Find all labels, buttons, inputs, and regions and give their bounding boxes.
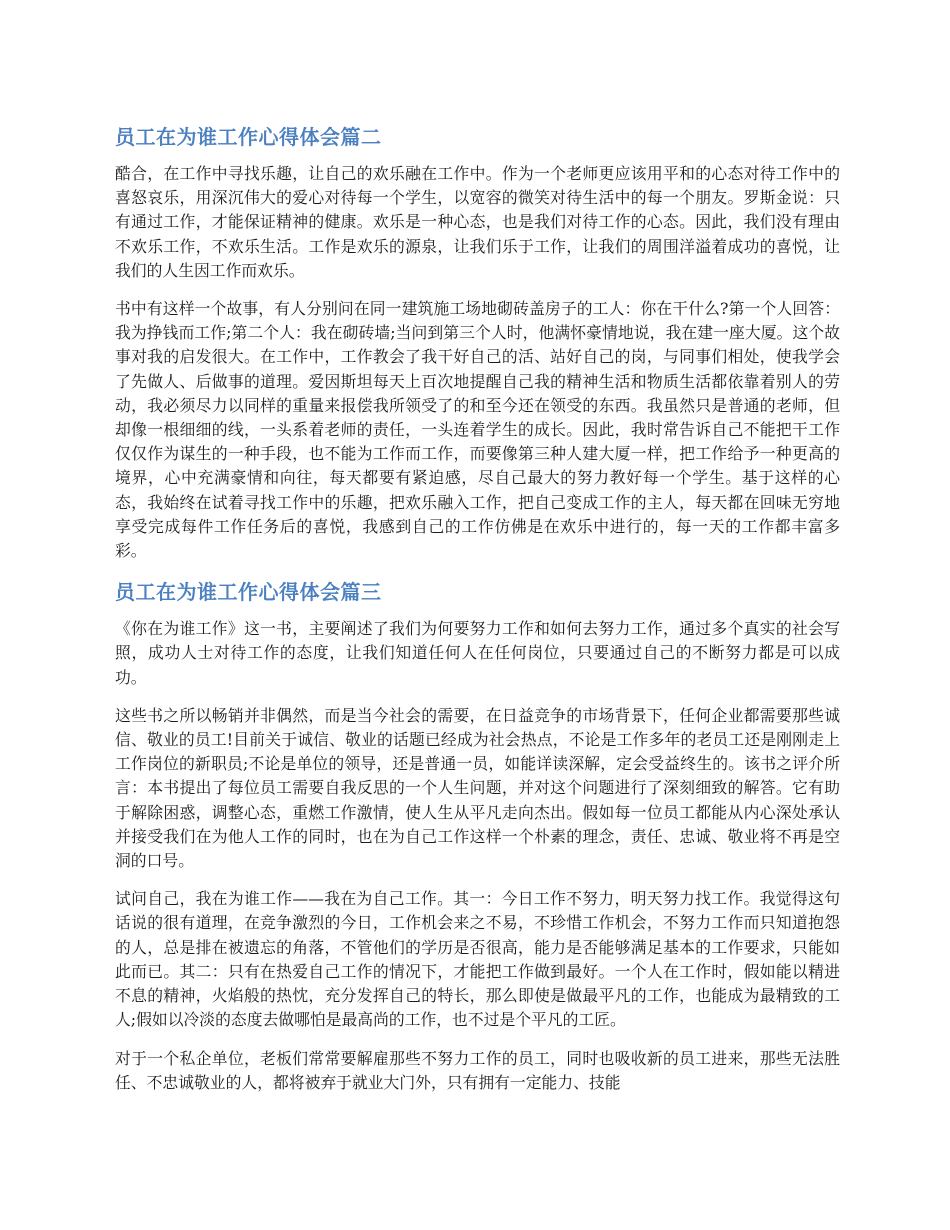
paragraph: 对于一个私企单位，老板们常常要解雇那些不努力工作的员工，同时也吸收新的员工进来，那些无法胜任、不忠诚敬业的人，都将被弃于就业大门外，只有拥有一定能力、技能 [115,1048,840,1092]
paragraph: 试问自己，我在为谁工作——我在为自己工作。其一：今日工作不努力，明天努力找工作。我觉得这句话说的很有道理，在竞争激烈的今日，工作机会来之不易，不珍惜工作机会，不努力工作而只知道抱怨的人，总是排在被遗忘的角落，不管他们的学历是否很高，能力是否能够满足基本的工作要求，只能如此而已。其二：只有在热爱自己工作的情况下，才能把工作做到最好。一个人在工作时，假如能以精进不息的精神，火焰般的热忱，充分发挥自己的特长，那么即使是做最平凡的工作，也能成为最精致的工人;假如以冷淡的态度去做哪怕是最高尚的工作，也不过是个平凡的工匠。 [115,889,840,1030]
paragraph: 《你在为谁工作》这一书，主要阐述了我们为何要努力工作和如何去努力工作，通过多个真实的社会写照，成功人士对待工作的态度，让我们知道任何人在任何岗位，只要通过自己的不断努力都是可以成功。 [115,619,840,687]
section-heading: 员工在为谁工作心得体会篇三 [115,580,382,605]
document-page [115,122,840,1109]
paragraph: 书中有这样一个故事，有人分别问在同一建筑施工场地砌砖盖房子的工人：你在干什么?第一个人回答：我为挣钱而工作;第二个人：我在砌砖墙;当问到第三个人时，他满怀豪情地说，我在建一座大厦。这个故事对我的启发很大。在工作中，工作教会了我干好自己的活、站好自己的岗，与同事们相处，使我学会了先做人、后做事的道理。爱因斯坦每天上百次地提醒自己我的精神生活和物质生活都依靠着别人的劳动，我必须尽力以同样的重量来报偿我所领受了的和至今还在领受的东西。我虽然只是普通的老师，但却像一根细细的线，一头系着老师的责任，一头连着学生的成长。因此，我时常告诉自己不能把干工作仅仅作为谋生的一种手段，也不能为工作而工作，而要像第三种人建大厦一样，把工作给予一种更高的境界，心中充满豪情和向往，每天都要有紧迫感，尽自己最大的努力教好每一个学生。基于这样的心态，我始终在试着寻找工作中的乐趣，把欢乐融入工作，把自己变成工作的主人，每天都在回味无穷地享受完成每件工作任务后的喜悦，我感到自己的工作仿佛是在欢乐中进行的，每一天的工作都丰富多彩。 [115,299,840,561]
paragraph: 酷合，在工作中寻找乐趣，让自己的欢乐融在工作中。作为一个老师更应该用平和的心态对待工作中的喜怒哀乐，用深沉伟大的爱心对待每一个学生，以宽容的微笑对待生活中的每一个朋友。罗斯金说：只有通过工作，才能保证精神的健康。欢乐是一种心态，也是我们对待工作的心态。因此，我们没有理由不欢乐工作，不欢乐生活。工作是欢乐的源泉，让我们乐于工作，让我们的周围洋溢着成功的喜悦，让我们的人生因工作而欢乐。 [115,164,840,280]
paragraph: 这些书之所以畅销并非偶然，而是当今社会的需要，在日益竞争的市场背景下，任何企业都需要那些诚信、敬业的员工!目前关于诚信、敬业的话题已经成为社会热点，不论是工作多年的老员工还是刚刚走上工作岗位的新职员;不论是单位的领导，还是普通一员，如能详读深解，定会受益终生的。该书之评介所言：本书提出了每位员工需要自我反思的一个人生问题，并对这个问题进行了深刻细致的解答。它有助于解除困惑，调整心态，重燃工作激情，使人生从平凡走向杰出。假如每一位员工都能从内心深处承认并接受我们在为他人工作的同时，也在为自己工作这样一个朴素的理念，责任、忠诚、敬业将不再是空洞的口号。 [115,705,840,871]
section-heading: 员工在为谁工作心得体会篇二 [115,125,382,149]
